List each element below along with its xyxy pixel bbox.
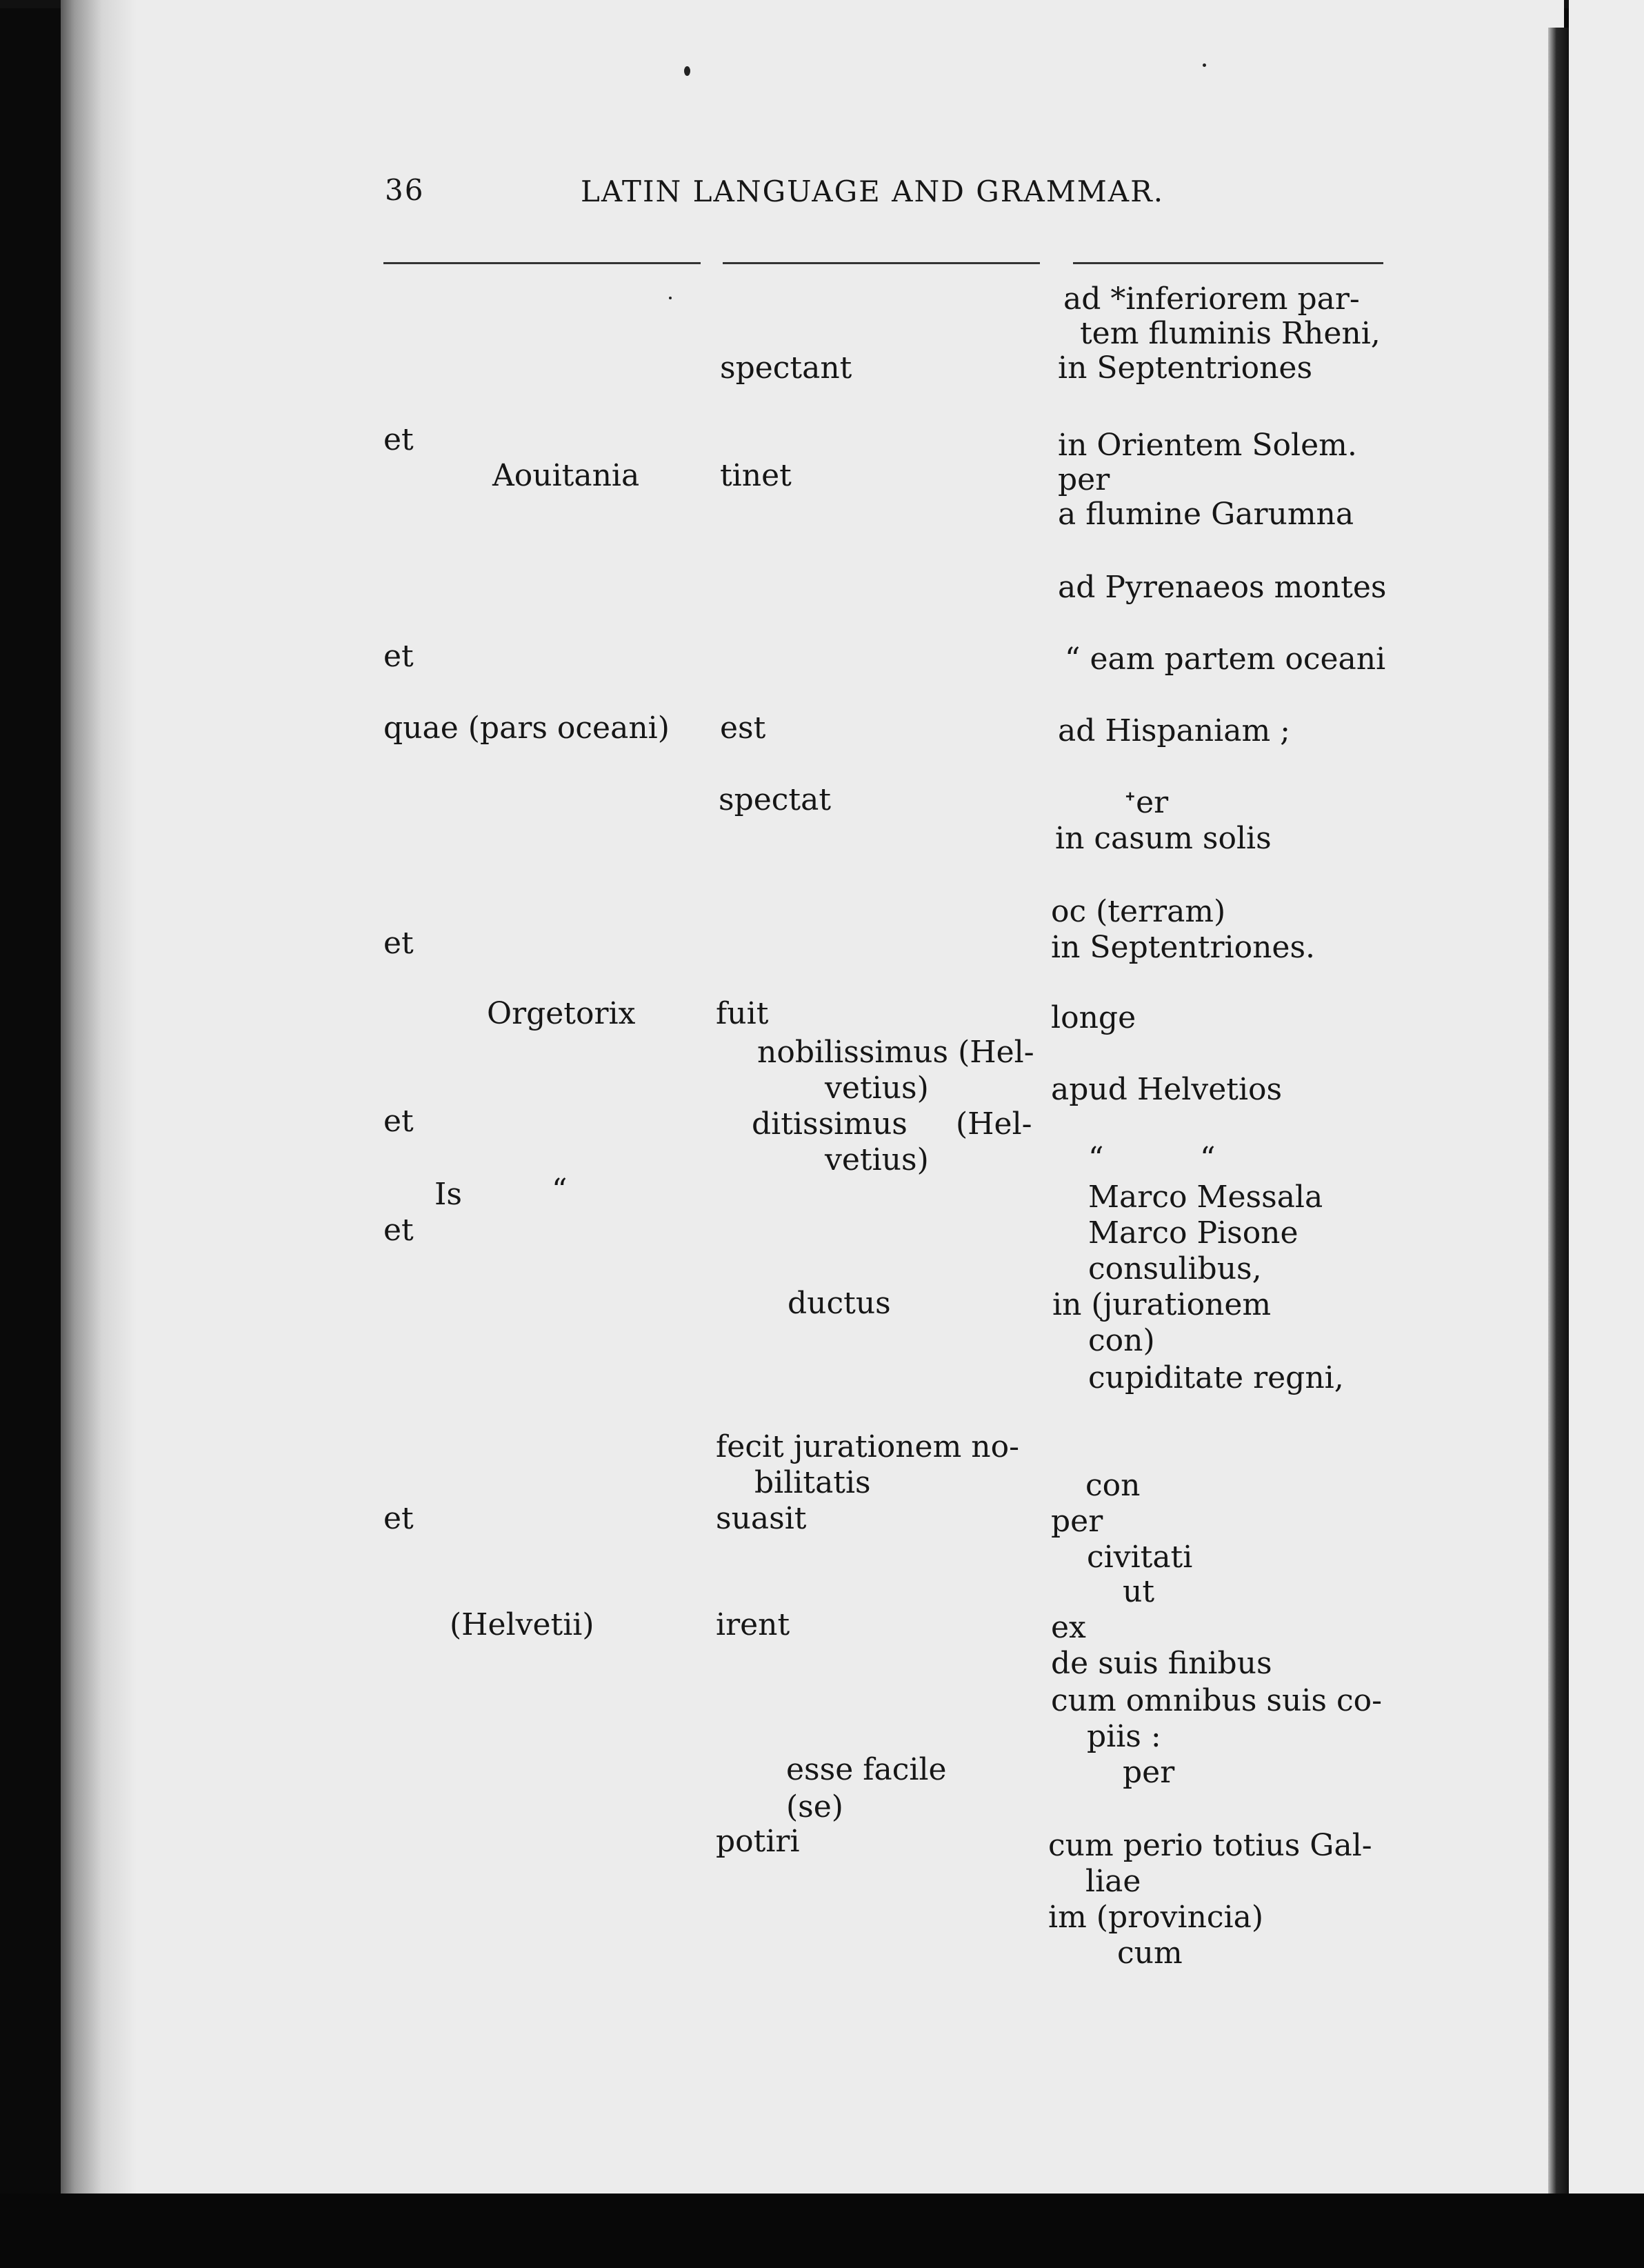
column-rule-left	[383, 262, 701, 264]
text-line: de suis finibus	[1051, 1646, 1272, 1681]
text-line: et	[383, 639, 414, 674]
text-line: bilitatis	[754, 1465, 871, 1500]
text-line: et	[383, 1213, 414, 1248]
text-line: in Septentriones.	[1051, 930, 1316, 965]
text-line: ᐩer	[1124, 785, 1169, 820]
text-line: potiri	[716, 1824, 800, 1859]
text-line: consulibus,	[1088, 1251, 1262, 1286]
text-line: ad Hispaniam ;	[1058, 713, 1290, 748]
text-line: et	[383, 1104, 414, 1139]
text-line: (Helvetii)	[450, 1607, 594, 1642]
text-line: et	[383, 1501, 414, 1536]
text-line: et	[383, 422, 414, 457]
page-number: 36	[385, 173, 425, 207]
text-line: spectant	[720, 350, 852, 386]
text-line: quae (pars oceani)	[383, 710, 670, 746]
text-line: con	[1085, 1468, 1141, 1503]
text-line: “	[1200, 1141, 1216, 1176]
text-line: ductus	[788, 1286, 891, 1321]
column-rule-right	[1073, 262, 1383, 264]
text-line: et	[383, 926, 414, 961]
text-line: in casum solis	[1055, 821, 1272, 856]
text-line: Orgetorix	[487, 996, 636, 1031]
text-line: oc (terram)	[1051, 894, 1226, 929]
text-line: im (provincia)	[1048, 1900, 1264, 1935]
text-line: longe	[1051, 1000, 1136, 1035]
text-line: in Orientem Solem.	[1058, 428, 1357, 463]
text-line: cupiditate regni,	[1088, 1360, 1344, 1395]
scan-bottom-border	[0, 2194, 1644, 2268]
column-rule-middle	[723, 262, 1040, 264]
text-line: nobilissimus (Hel-	[757, 1035, 1034, 1070]
text-line: vetius)	[825, 1071, 929, 1106]
text-line: ad *inferiorem par-	[1063, 281, 1360, 317]
text-line: per	[1058, 462, 1110, 497]
page-fold-shadow	[1548, 28, 1569, 2194]
text-line: ex	[1051, 1610, 1086, 1645]
ink-speck	[684, 66, 690, 76]
text-line: tem fluminis Rheni,	[1080, 316, 1381, 351]
text-line: con)	[1088, 1323, 1155, 1358]
text-line: (Hel-	[956, 1106, 1032, 1142]
text-line: Marco Pisone	[1088, 1215, 1299, 1251]
text-line: “	[1088, 1141, 1104, 1176]
text-line: “	[552, 1173, 568, 1208]
text-line: ut	[1123, 1574, 1155, 1609]
ink-speck	[1203, 63, 1206, 67]
text-line: ad Pyrenaeos montes	[1058, 570, 1387, 605]
text-line: cum	[1117, 1936, 1183, 1971]
text-line: ditissimus	[752, 1106, 908, 1142]
ink-speck	[669, 297, 672, 299]
text-line: fecit jurationem no-	[716, 1429, 1019, 1464]
text-line: “ eam partem oceani	[1065, 641, 1386, 677]
adjacent-page-strip	[1569, 0, 1644, 2268]
text-line: Is	[434, 1177, 462, 1212]
text-line: a flumine Garumna	[1058, 497, 1354, 532]
text-line: tinet	[720, 458, 792, 493]
text-line: (se)	[786, 1789, 843, 1824]
text-line: vetius)	[825, 1142, 929, 1177]
text-line: Marco Messala	[1088, 1180, 1323, 1215]
text-line: in Septentriones	[1058, 350, 1313, 386]
page-binding-shadow	[61, 0, 137, 2194]
running-title: LATIN LANGUAGE AND GRAMMAR.	[581, 175, 1165, 208]
text-line: per	[1123, 1755, 1175, 1790]
text-line: est	[720, 710, 766, 746]
text-line: in (jurationem	[1052, 1287, 1272, 1322]
text-line: spectat	[719, 782, 832, 817]
text-line: irent	[716, 1607, 790, 1642]
text-line: Aouitania	[492, 458, 640, 493]
text-line: per	[1051, 1504, 1103, 1539]
text-line: esse facile	[786, 1752, 947, 1787]
text-line: suasit	[716, 1501, 807, 1536]
text-line: fuit	[716, 996, 769, 1031]
text-line: cum perio totius Gal-	[1048, 1828, 1372, 1863]
text-line: cum omnibus suis co-	[1051, 1683, 1382, 1718]
text-line: liae	[1085, 1864, 1141, 1899]
text-line: civitati	[1087, 1540, 1193, 1575]
text-line: apud Helvetios	[1051, 1072, 1283, 1107]
text-line: piis :	[1087, 1719, 1161, 1754]
